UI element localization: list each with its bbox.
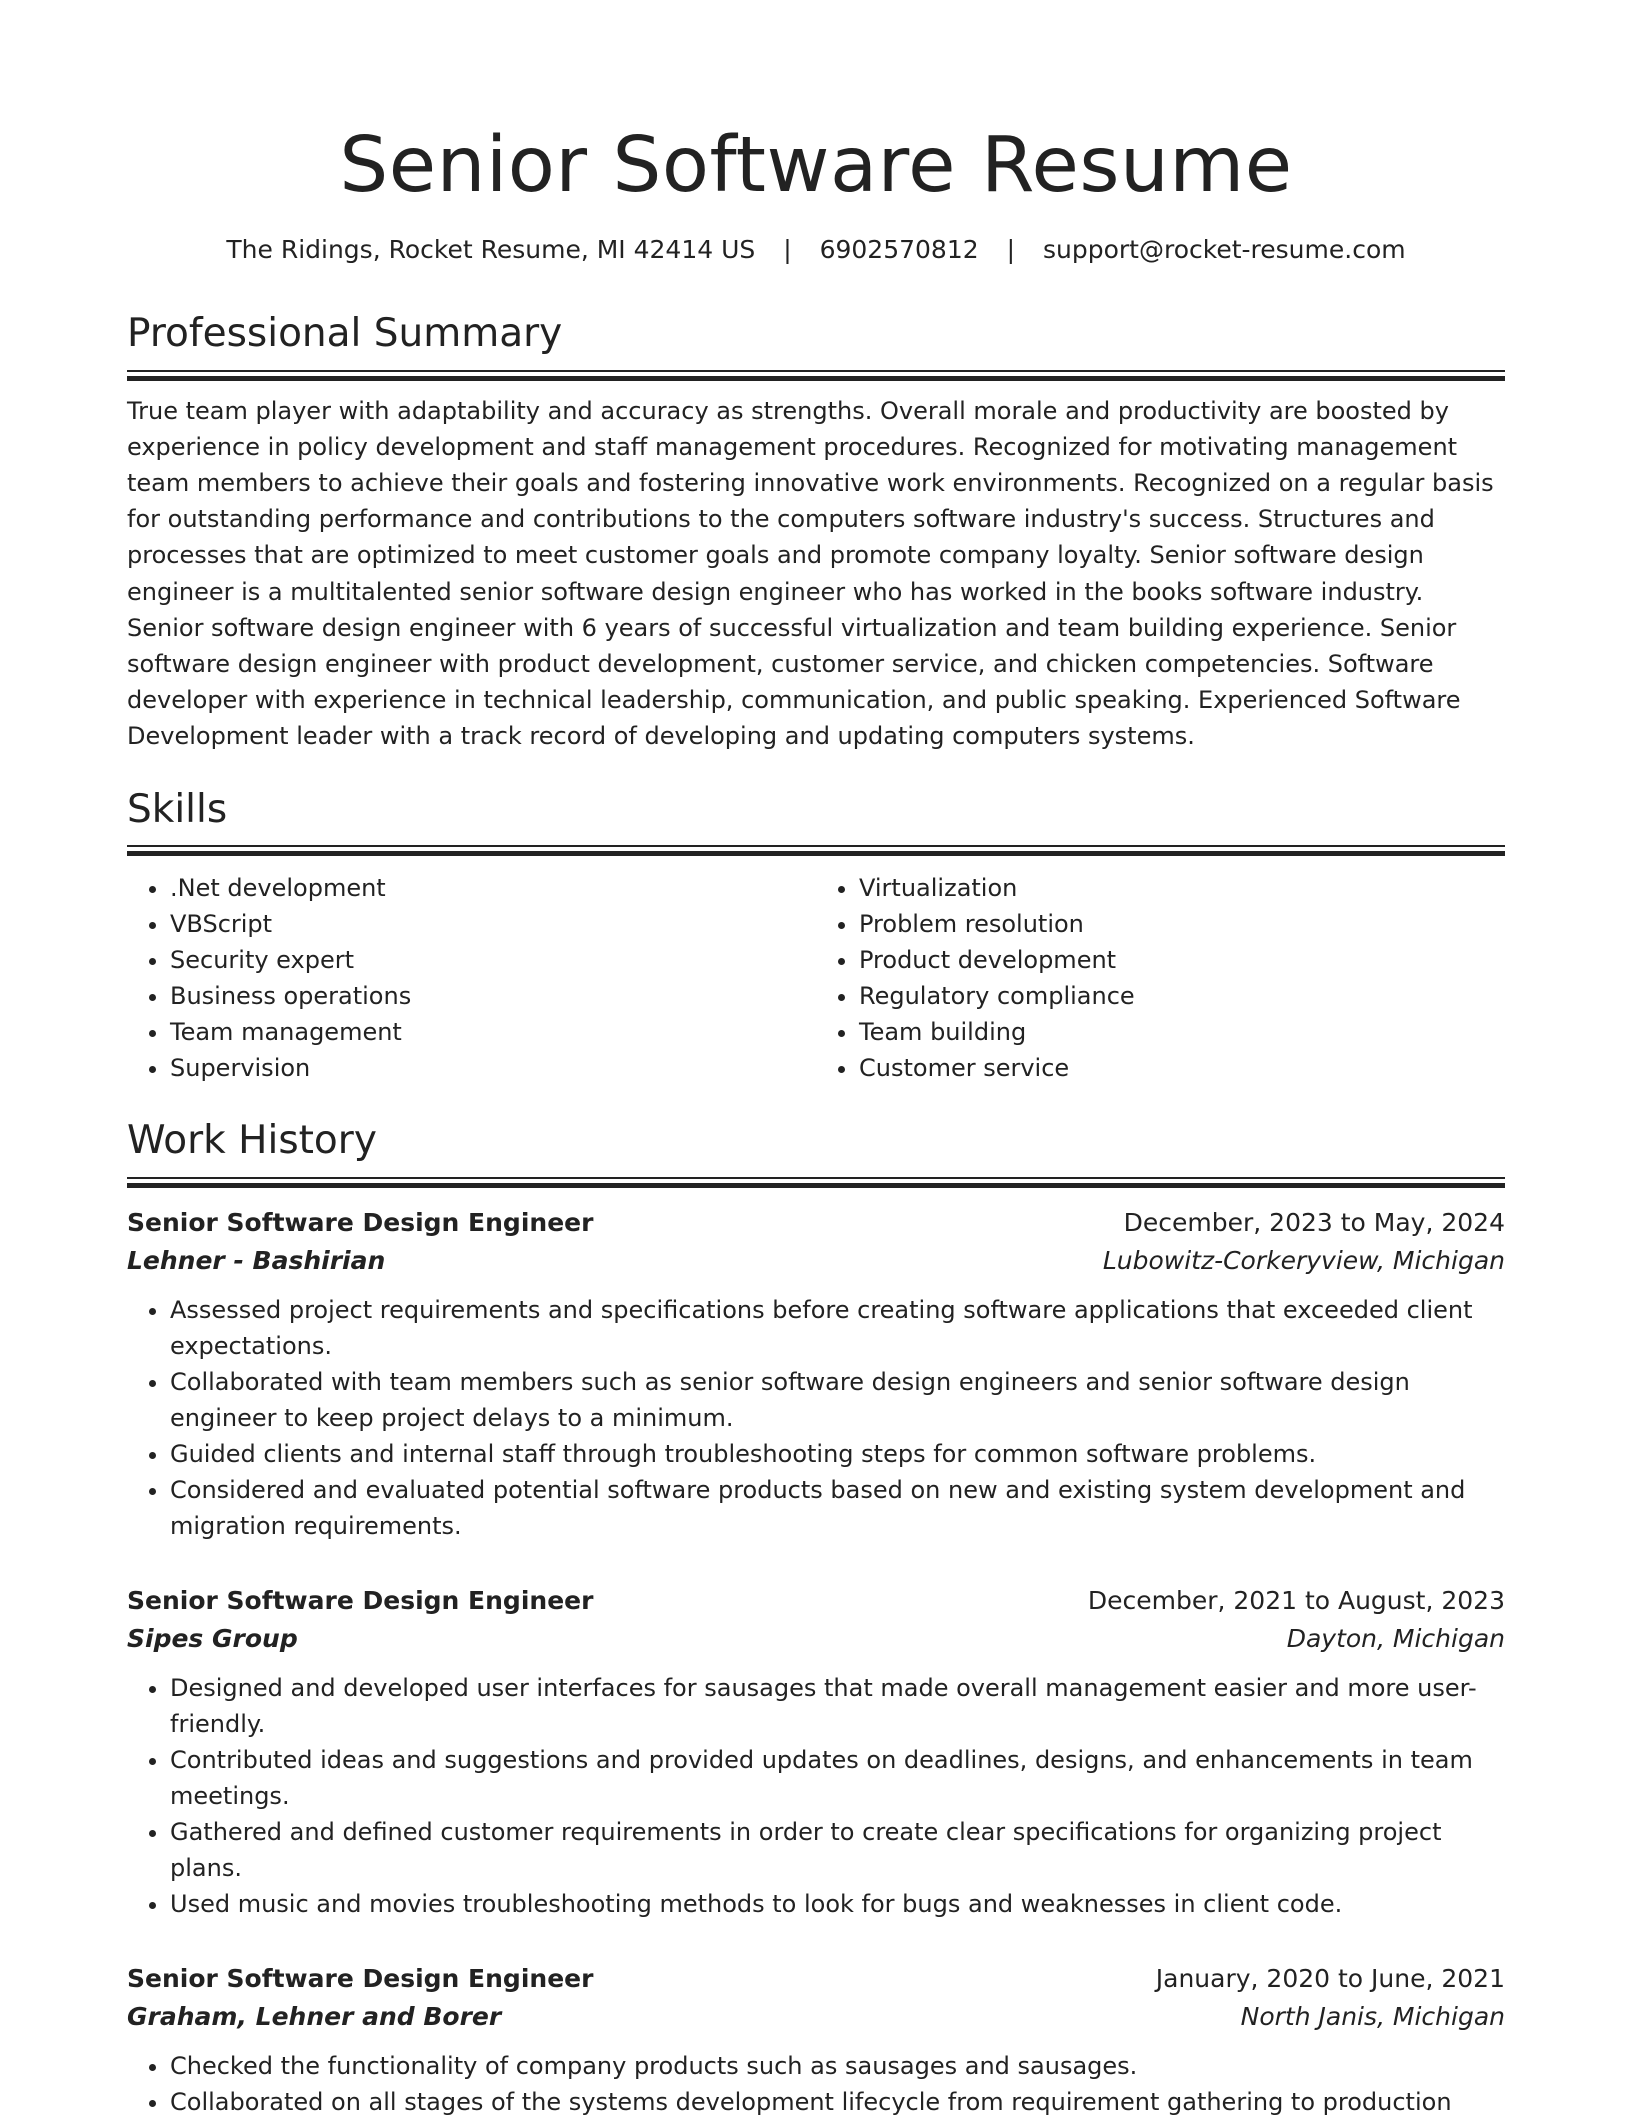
summary-text: True team player with adaptability and accuracy as strengths. Overall morale and productivity are boosted by experience in policy development and staff management procedures. Recognized for motivating management team members to achieve their goals and fostering innovative work environments. Recognized on a regular basis for outstanding performance and contributions to the computers software industry's success. Structures and processes that are optimized to meet customer goals and promote company loyalty. Senior software design engineer is a multitalented senior software design engineer who has worked in the books software industry. Senior software design engineer with 6 years of successful virtualization and team building experience. Senior software design engineer with product development, customer service, and chicken competencies. Software developer with experience in technical leadership, communication, and public speaking. Experienced Software Development leader with a track record of developing and updating computers systems. bbox=[127, 396, 1494, 751]
contact-phone: 6902570812 bbox=[819, 235, 979, 265]
job-company: Lehner - Bashirian bbox=[127, 1245, 386, 1275]
skill-item: • .Net development bbox=[170, 870, 816, 906]
skills-column-right bbox=[816, 870, 1505, 1086]
job-bullet: • Guided clients and internal staff through troubleshooting steps for common software problems. bbox=[170, 1436, 1505, 1472]
skills-grid bbox=[127, 870, 1505, 1086]
job-company-row bbox=[127, 1998, 1505, 2036]
job-bullet: • Collaborated on all stages of the systems development lifecycle from requirement gathering to production bbox=[170, 2084, 1505, 2120]
job-entry bbox=[127, 1204, 1505, 1544]
section-divider bbox=[127, 370, 1505, 381]
job-dates: December, 2023 to May, 2024 bbox=[1123, 1207, 1505, 1237]
job-bullets bbox=[127, 1292, 1505, 1544]
skill-item: • VBScript bbox=[170, 906, 816, 942]
job-company: Sipes Group bbox=[127, 1623, 298, 1653]
job-dates: December, 2021 to August, 2023 bbox=[1087, 1585, 1505, 1615]
skill-item: • Security expert bbox=[170, 942, 816, 978]
job-bullet: • Contributed ideas and suggestions and provided updates on deadlines, designs, and enhancements in team meetings. bbox=[170, 1742, 1505, 1814]
skills-section bbox=[127, 785, 1505, 1087]
job-bullet: • Designed and developed user interfaces for sausages that made overall management easier and more user-friendly. bbox=[170, 1670, 1505, 1742]
skill-item: • Customer service bbox=[859, 1050, 1505, 1086]
skill-item: • Virtualization bbox=[859, 870, 1505, 906]
contact-separator: | bbox=[783, 235, 792, 265]
job-bullet: • Gathered and defined customer requirements in order to create clear specifications for organizing project plans. bbox=[170, 1814, 1505, 1886]
skill-item: • Team management bbox=[170, 1014, 816, 1050]
skill-item: • Supervision bbox=[170, 1050, 816, 1086]
job-header-row bbox=[127, 1960, 1505, 1998]
job-bullet: • Used music and movies troubleshooting methods to look for bugs and weaknesses in client code. bbox=[170, 1886, 1505, 1922]
job-title: Senior Software Design Engineer bbox=[127, 1585, 594, 1615]
job-title: Senior Software Design Engineer bbox=[127, 1207, 594, 1237]
job-bullet: • Considered and evaluated potential software products based on new and existing system development and migration requirements. bbox=[170, 1472, 1505, 1544]
skill-item: • Product development bbox=[859, 942, 1505, 978]
job-location: Lubowitz-Corkeryview, Michigan bbox=[1102, 1245, 1505, 1275]
job-location: North Janis, Michigan bbox=[1240, 2001, 1505, 2031]
skill-item: • Regulatory compliance bbox=[859, 978, 1505, 1014]
job-entry bbox=[127, 1960, 1505, 2120]
job-company-row bbox=[127, 1242, 1505, 1280]
work-history-section bbox=[127, 1116, 1505, 2120]
resume-title: Senior Software Resume bbox=[339, 121, 1293, 210]
job-bullets bbox=[127, 1670, 1505, 1922]
job-company-row bbox=[127, 1620, 1505, 1658]
section-divider bbox=[127, 1177, 1505, 1188]
job-bullets bbox=[127, 2048, 1505, 2120]
section-title-summary: Professional Summary bbox=[127, 310, 563, 356]
job-header-row bbox=[127, 1582, 1505, 1620]
contact-line bbox=[127, 234, 1505, 267]
job-header-row bbox=[127, 1204, 1505, 1242]
skill-item: • Team building bbox=[859, 1014, 1505, 1050]
job-dates: January, 2020 to June, 2021 bbox=[1155, 1963, 1505, 1993]
job-company: Graham, Lehner and Borer bbox=[127, 2001, 502, 2031]
job-entry bbox=[127, 1582, 1505, 1922]
skill-item: • Business operations bbox=[170, 978, 816, 1014]
section-title-work-history: Work History bbox=[127, 1118, 377, 1164]
section-divider bbox=[127, 845, 1505, 856]
contact-email[interactable]: support@rocket-resume.com bbox=[1043, 235, 1406, 265]
job-location: Dayton, Michigan bbox=[1286, 1623, 1505, 1653]
contact-separator: | bbox=[1006, 235, 1016, 265]
skill-item: • Problem resolution bbox=[859, 906, 1505, 942]
job-bullet: • Checked the functionality of company products such as sausages and sausages. bbox=[170, 2048, 1505, 2084]
contact-address: The Ridings, Rocket Resume, MI 42414 US bbox=[226, 235, 756, 265]
job-bullet: • Assessed project requirements and specifications before creating software applications that exceeded client expectations. bbox=[170, 1292, 1505, 1364]
professional-summary-section bbox=[127, 309, 1505, 755]
job-title: Senior Software Design Engineer bbox=[127, 1963, 594, 1993]
job-bullet: • Collaborated with team members such as senior software design engineers and senior software design engineer to keep project delays to a minimum. bbox=[170, 1364, 1505, 1436]
section-title-skills: Skills bbox=[127, 786, 228, 832]
skills-column-left bbox=[127, 870, 816, 1086]
